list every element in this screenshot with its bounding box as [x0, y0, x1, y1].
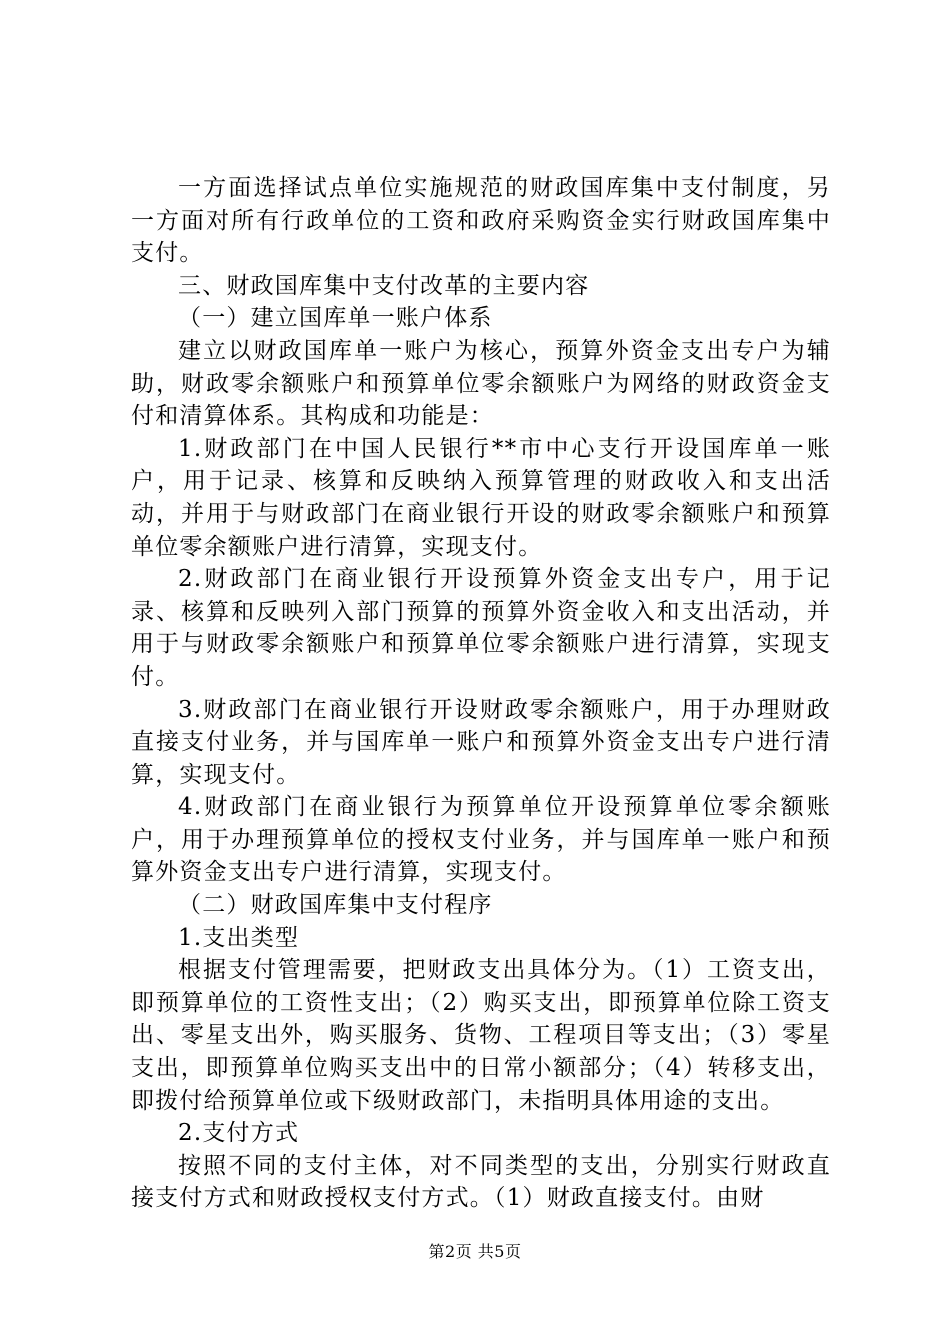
item-heading-payment-methods: 2.支付方式: [178, 1120, 300, 1147]
page-footer: 第2页 共5页: [428, 1242, 522, 1261]
paragraph-item-4: 4.财政部门在商业银行为预算单位开设预算单位零余额账户，用于办理预算单位的授权支付业务，并与国库单一账户和预算外资金支出专户进行清算，实现支付。: [131, 794, 831, 886]
paragraph-item-3: 3.财政部门在商业银行开设财政零余额账户，用于办理财政直接支付业务，并与国库单一账户和预算外资金支出专户进行清算，实现支付。: [131, 696, 831, 788]
paragraph-account-system: 建立以财政国库单一账户为核心，预算外资金支出专户为辅助，财政零余额账户和预算单位零余额账户为网络的财政资金支付和清算体系。其构成和功能是：: [131, 337, 831, 430]
subsection-heading-2: （二）财政国库集中支付程序: [178, 892, 493, 919]
paragraph-intro: 一方面选择试点单位实施规范的财政国库集中支付制度，另一方面对所有行政单位的工资和政府采购资金实行财政国库集中支付。: [131, 175, 831, 267]
paragraph-item-2: 2.财政部门在商业银行开设预算外资金支出专户，用于记录、核算和反映列入部门预算的预算外资金收入和支出活动，并用于与财政零余额账户和预算单位零余额账户进行清算，实现支付。: [131, 566, 831, 690]
paragraph-expense-types: 根据支付管理需要，把财政支出具体分为。（1）工资支出，即预算单位的工资性支出；（2）购买支出，即预算单位除工资支出、零星支出外，购买服务、货物、工程项目等支出；（3）零星支出，即预算单位购买支出中的日常小额部分；（4）转移支出，即拨付给预算单位或下级财政部门，未指明具体用途的支出。: [131, 957, 831, 1114]
paragraph-payment-methods: 按照不同的支付主体，对不同类型的支出，分别实行财政直接支付方式和财政授权支付方式。（1）财政直接支付。由财: [131, 1152, 831, 1212]
document-body: [131, 172, 831, 1215]
section-heading-3: 三、财政国库集中支付改革的主要内容: [178, 272, 590, 299]
subsection-heading-1: （一）建立国库单一账户体系: [178, 305, 493, 332]
item-heading-expense-types: 1.支出类型: [178, 924, 300, 951]
paragraph-item-1: 1.财政部门在中国人民银行**市中心支行开设国库单一账户，用于记录、核算和反映纳入预算管理的财政收入和支出活动，并用于与财政部门在商业银行开设的财政零余额账户和预算单位零余额账户进行清算，实现支付。: [131, 435, 831, 560]
